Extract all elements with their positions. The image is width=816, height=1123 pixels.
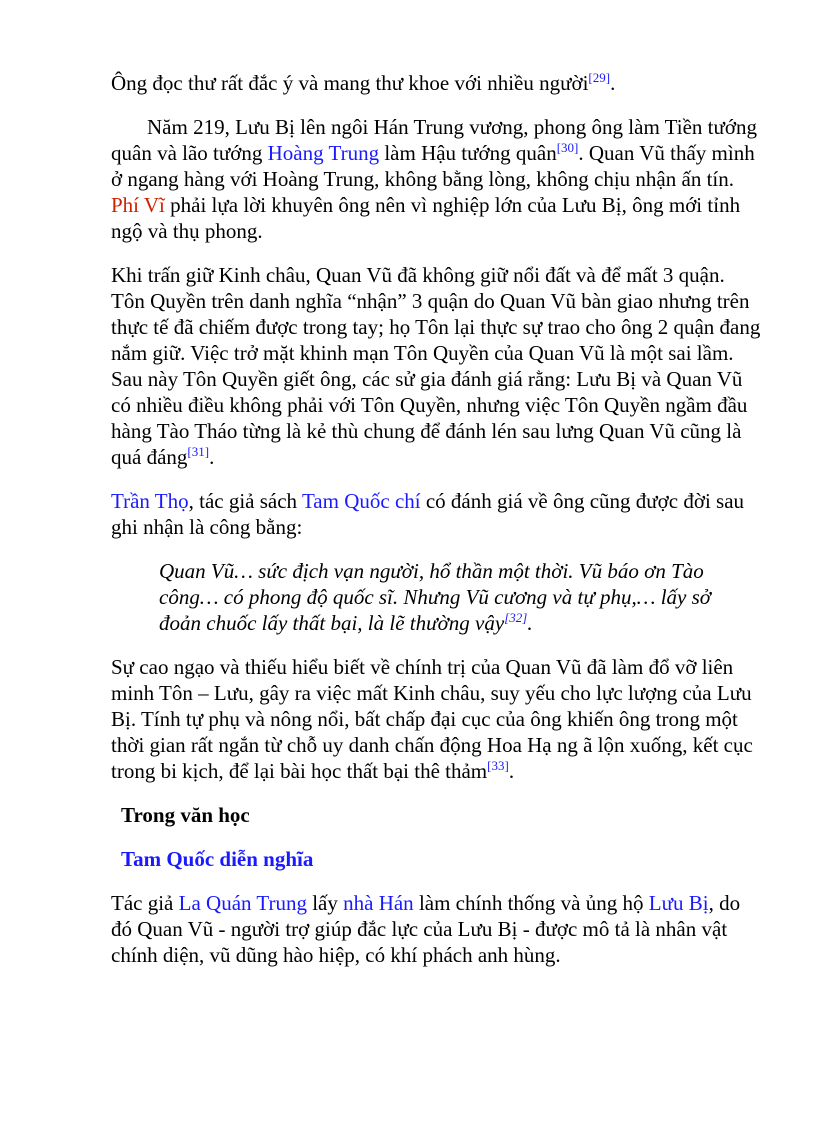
paragraph-6-text-3: làm chính thống và ủng hộ xyxy=(413,891,649,915)
footnote-ref-29[interactable]: [29] xyxy=(588,70,611,85)
paragraph-1-text: Ông đọc thư rất đắc ý và mang thư khoe với nhiều người xyxy=(111,71,589,95)
footnote-ref-31[interactable]: [31] xyxy=(187,444,210,459)
paragraph-3 xyxy=(111,262,761,470)
paragraph-1 xyxy=(111,70,761,96)
paragraph-2-text-3: . Quan Vũ thấy mình ở ngang hàng với Hoàng Trung, không bằng lòng, không chịu nhận ấn tín. xyxy=(111,141,755,191)
link-tam-quoc-chi[interactable]: Tam Quốc chí xyxy=(301,489,421,513)
link-la-quan-trung[interactable]: La Quán Trung xyxy=(178,891,307,915)
paragraph-6-text-4: , do đó Quan Vũ - người trợ giúp đắc lực của Lưu Bị - được mô tả là nhân vật chính diện, vũ dũng hào hiệp, có khí phách anh hùng. xyxy=(111,891,741,967)
paragraph-2 xyxy=(111,114,761,244)
block-quote-end: . xyxy=(527,611,533,635)
link-nha-han[interactable]: nhà Hán xyxy=(343,891,414,915)
paragraph-6 xyxy=(111,890,761,968)
paragraph-5 xyxy=(111,654,761,784)
link-luu-bi[interactable]: Lưu Bị xyxy=(648,891,709,915)
section-heading-literature: Trong văn học xyxy=(121,803,250,827)
paragraph-4-text-2: có đánh giá về ông cũng được đời sau ghi nhận là công bằng: xyxy=(111,489,745,539)
block-quote xyxy=(159,558,744,636)
paragraph-6-text-2: lấy xyxy=(306,891,344,915)
footnote-ref-32[interactable]: [32] xyxy=(504,610,528,625)
block-quote-text: Quan Vũ… sức địch vạn người, hổ thần một thời. Vũ báo ơn Tào công… có phong độ quốc sĩ. Nhưng Vũ cương và tự phụ,… lấy sở đoản chuốc lấy thất bại, là lẽ thường vậy xyxy=(159,559,711,635)
link-tran-tho[interactable]: Trần Thọ xyxy=(111,489,189,513)
paragraph-3-text: Khi trấn giữ Kinh châu, Quan Vũ đã không giữ nổi đất và để mất 3 quận. Tôn Quyền trên danh nghĩa “nhận” 3 quận do Quan Vũ bàn giao nhưng trên thực tế đã chiếm được trong tay; họ Tôn lại thực sự trao cho ông 2 quận đang nắm giữ. Việc trở mặt khinh mạn Tôn Quyền của Quan Vũ là một sai lầm. Sau này Tôn Quyền giết ông, các sử gia đánh giá rằng: Lưu Bị và Quan Vũ có nhiều điều không phải với Tôn Quyền, nhưng việc Tôn Quyền ngầm đầu hàng Tào Tháo từng là kẻ thù chung để đánh lén sau lưng Quan Vũ cũng là quá đáng xyxy=(111,263,761,469)
paragraph-2-text-4: phải lựa lời khuyên ông nên vì nghiệp lớn của Lưu Bị, ông mới tỉnh ngộ và thụ phong. xyxy=(111,193,741,243)
document-page xyxy=(111,70,761,986)
footnote-ref-30[interactable]: [30] xyxy=(556,140,579,155)
link-hoang-trung[interactable]: Hoàng Trung xyxy=(267,141,380,165)
paragraph-5-end: . xyxy=(508,759,515,783)
link-phi-vi[interactable]: Phí Vĩ xyxy=(111,193,165,217)
section-heading-romance: Tam Quốc diễn nghĩa xyxy=(121,847,314,871)
paragraph-5-text: Sự cao ngạo và thiếu hiểu biết về chính trị của Quan Vũ đã làm đổ vỡ liên minh Tôn – Lưu, gây ra việc mất Kinh châu, suy yếu cho lực lượng của Lưu Bị. Tính tự phụ và nông nổi, bất chấp đại cục của ông khiến ông trong một thời gian rất ngắn từ chỗ uy danh chấn động Hoa Hạ ng ã lộn xuống, kết cục trong bi kịch, để lại bài học thất bại thê thảm xyxy=(111,655,753,783)
footnote-ref-33[interactable]: [33] xyxy=(487,758,509,773)
paragraph-4-text-1: , tác giả sách xyxy=(188,489,302,513)
paragraph-2-text-1: Năm 219, Lưu Bị lên ngôi Hán Trung vương, phong ông làm Tiền tướng quân và lão tướng xyxy=(111,115,757,165)
paragraph-2-text-2: làm Hậu tướng quân xyxy=(379,141,557,165)
paragraph-6-text-1: Tác giả xyxy=(111,891,179,915)
paragraph-4 xyxy=(111,488,761,540)
paragraph-1-end: . xyxy=(610,71,616,95)
paragraph-3-end: . xyxy=(209,445,215,469)
